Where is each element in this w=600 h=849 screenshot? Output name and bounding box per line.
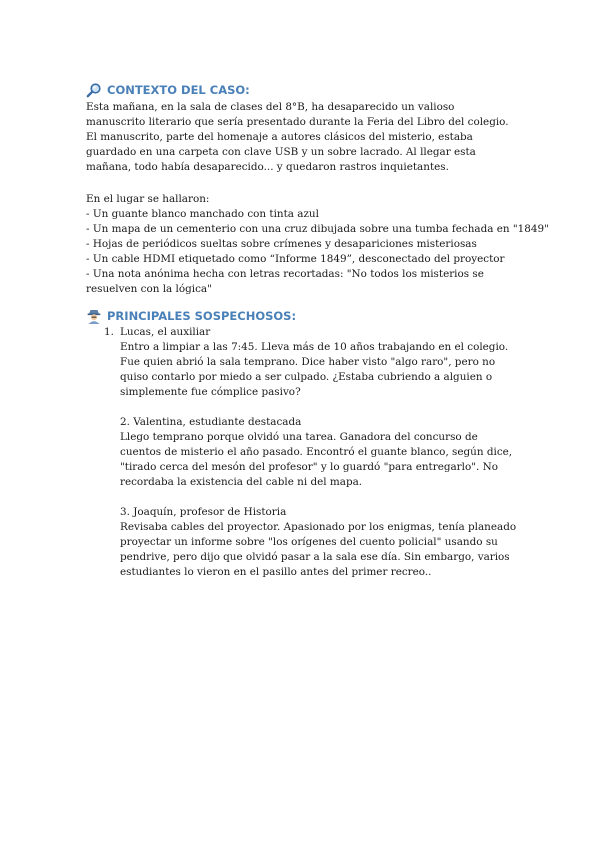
suspects-heading-text: PRINCIPALES SOSPECHOSOS: [107, 308, 297, 323]
suspects-heading [86, 307, 296, 325]
suspect-description: Revisaba cables del proyector. Apasionado por los enigmas, tenía planeado proyectar un informe sobre "los orígenes del cuento policial" usando su pendrive, pero dijo que olvidó pasar a la sala ese día. Sin embargo, varios estudiantes lo vieron en el pasillo antes del primer recreo.. [120, 521, 517, 578]
list-number: 1. [104, 326, 114, 338]
suspect-title: 3. Joaquín, profesor de Historia [120, 506, 287, 518]
context-paragraph-block [86, 100, 516, 175]
finding-item: - Hojas de periódicos sueltas sobre crímenes y desapariciones misteriosas [86, 238, 477, 250]
suspect-title: 2. Valentina, estudiante destacada [120, 416, 302, 428]
context-heading-text: CONTEXTO DEL CASO: [107, 82, 250, 97]
finding-item: - Un cable HDMI etiquetado como “Informe 1849”, desconectado del proyector [86, 253, 505, 265]
findings-intro: En el lugar se hallaron: [86, 193, 210, 205]
suspect-item [120, 325, 520, 580]
context-heading [86, 81, 250, 99]
context-paragraph: Esta mañana, en la sala de clases del 8°B, ha desaparecido un valioso manuscrito literario que sería presentado durante la Feria del Libro del colegio. El manuscrito, parte del homenaje a autores clásicos del misterio, estaba guardado en una carpeta con clave USB y un sobre lacrado. Al llegar esta mañana, todo había desaparecido... y quedaron rastros inquietantes. [86, 101, 509, 173]
findings-block [86, 192, 549, 297]
detective-icon [86, 308, 102, 324]
finding-item: - Una nota anónima hecha con letras recortadas: "No todos los misterios se resuelven con la lógica" [86, 268, 484, 295]
finding-item: - Un guante blanco manchado con tinta azul [86, 208, 319, 220]
suspect-title: Lucas, el auxiliar [120, 326, 211, 338]
suspect-description: Llego temprano porque olvidó una tarea. Ganadora del concurso de cuentos de misterio el año pasado. Encontró el guante blanco, según dice, "tirado cerca del mesón del profesor" y lo guardó "para entregarlo". No recordaba la existencia del cable ni del mapa. [120, 431, 513, 488]
magnifier-icon [86, 82, 102, 98]
finding-item: - Un mapa de un cementerio con una cruz dibujada sobre una tumba fechada en "1849" [86, 223, 549, 235]
suspect-description: Entro a limpiar a las 7:45. Lleva más de 10 años trabajando en el colegio. Fue quien abrió la sala temprano. Dice haber visto "algo raro", pero no quiso contarlo por miedo a ser culpado. ¿Estaba cubriendo a alguien o simplemente fue cómplice pasivo? [120, 341, 509, 398]
